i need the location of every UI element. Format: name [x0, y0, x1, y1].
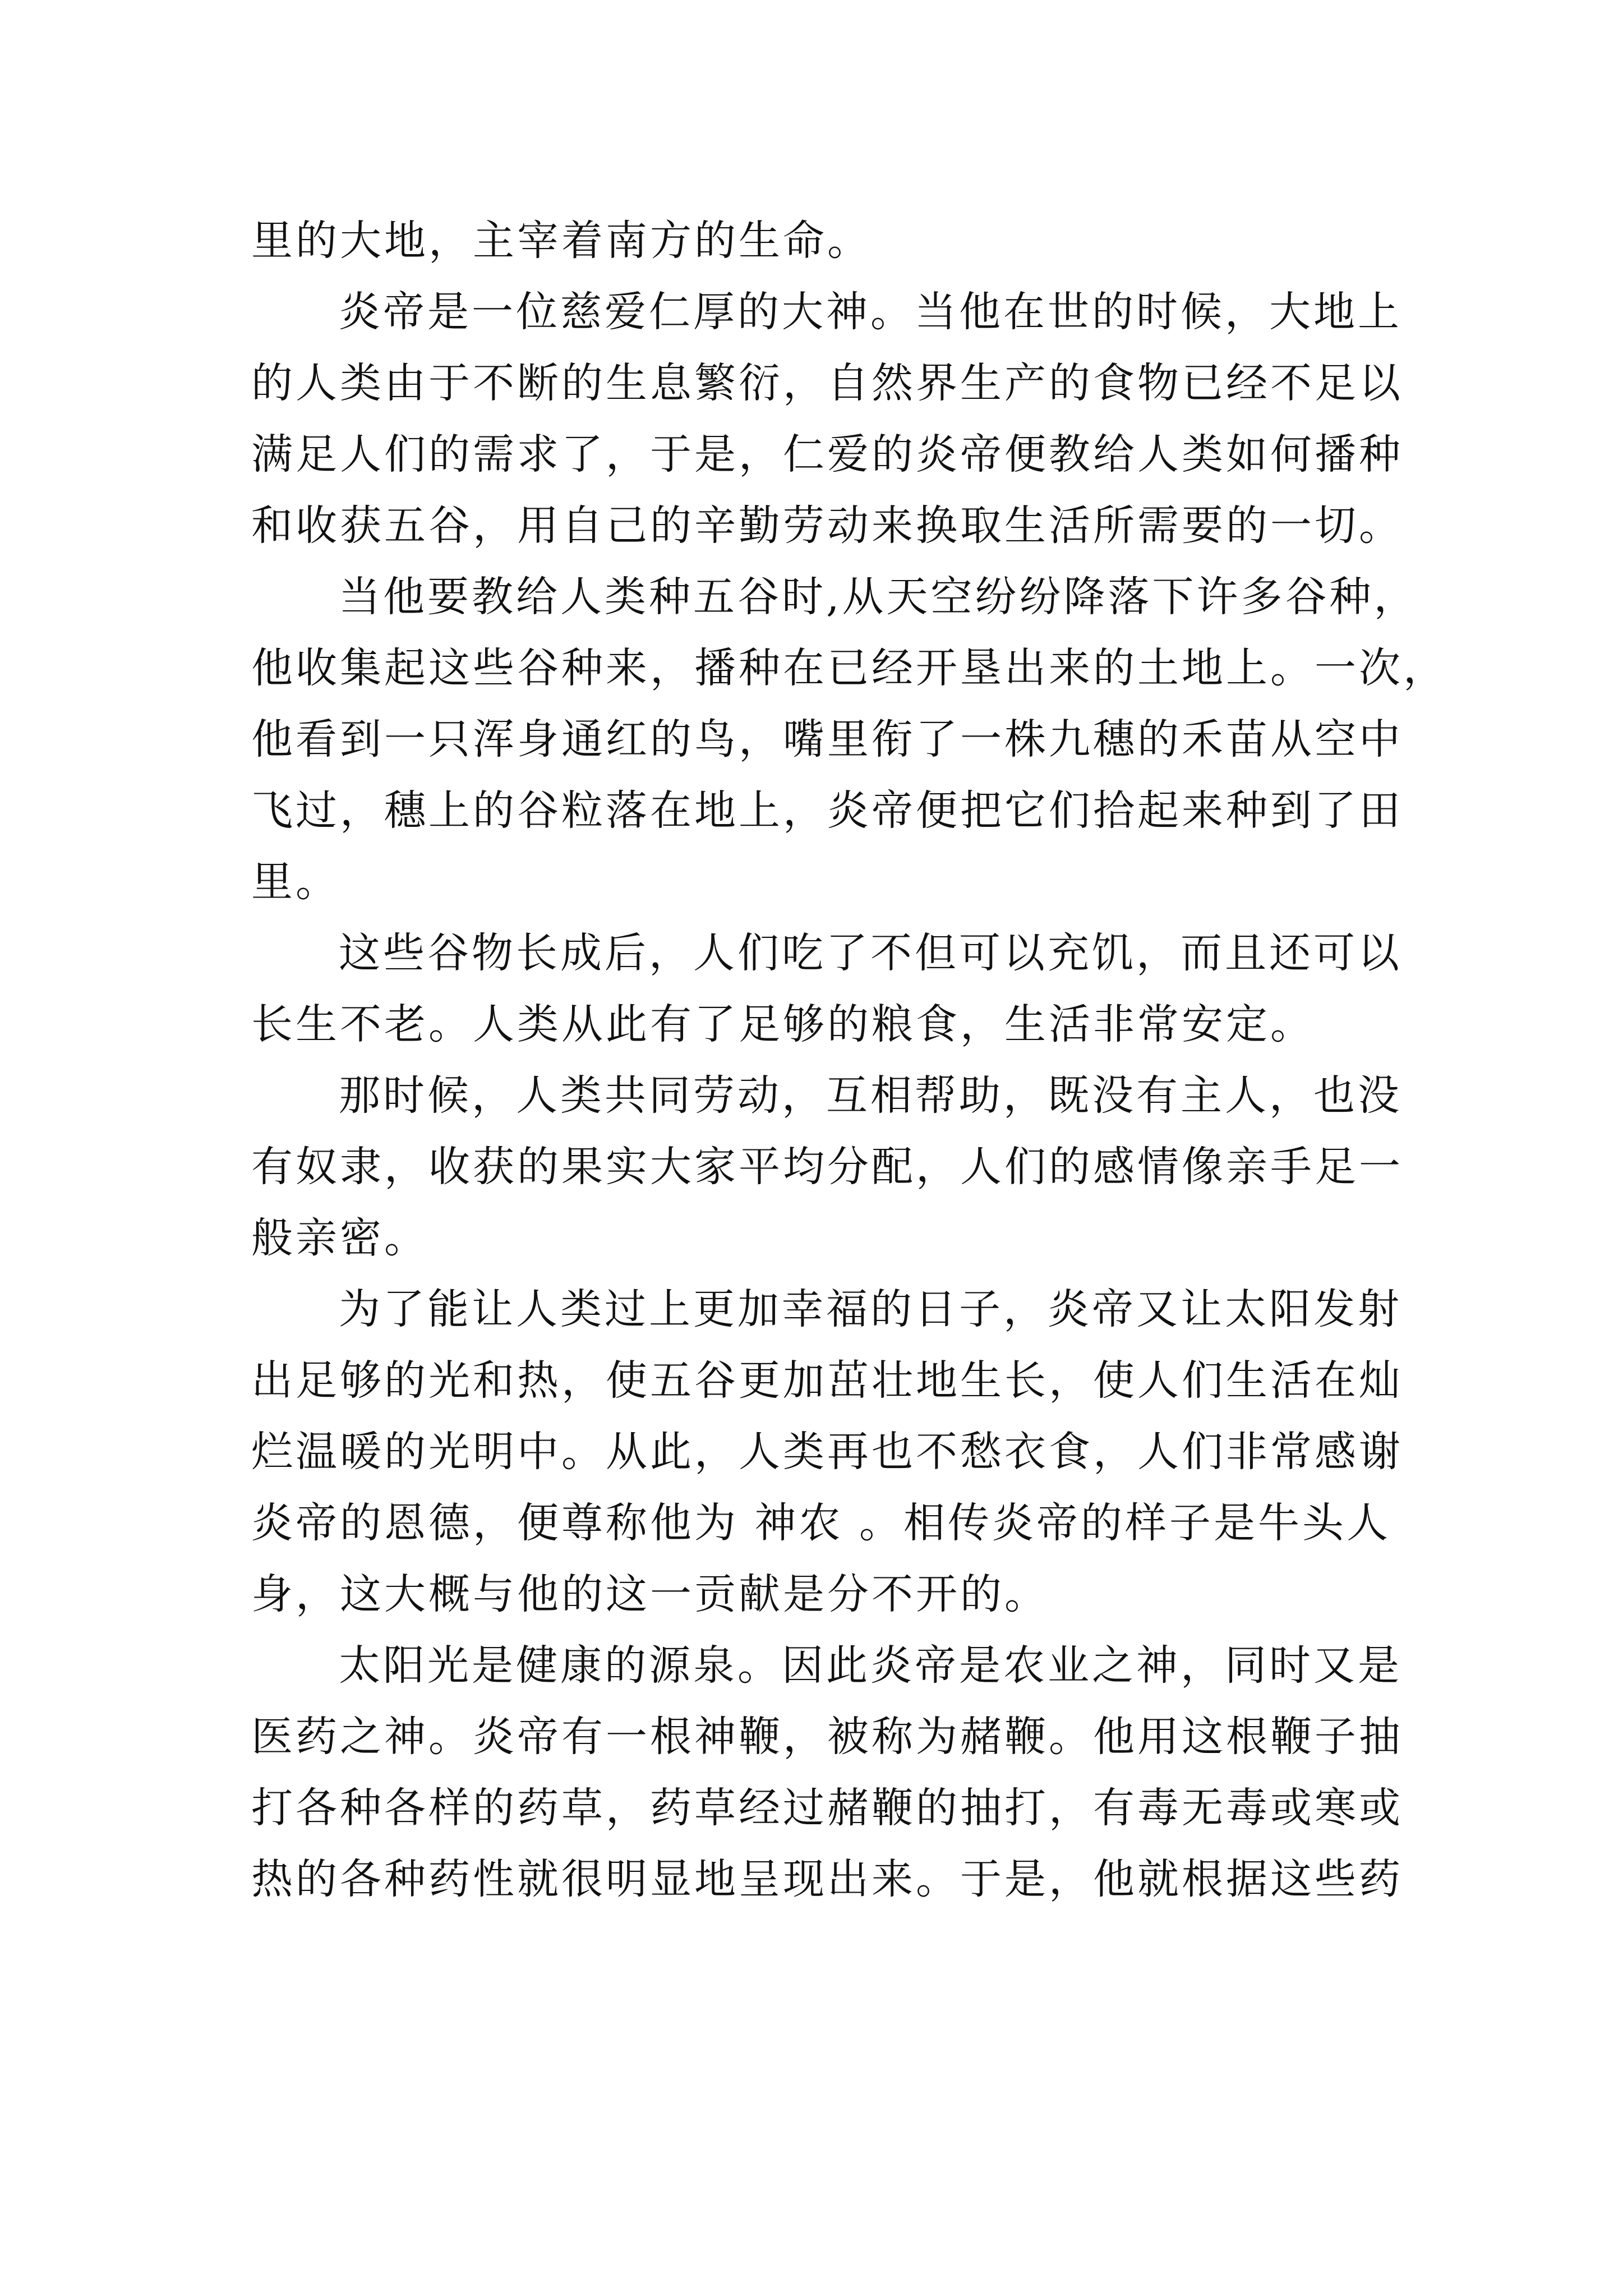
text-line: 般亲密。 — [251, 1214, 428, 1262]
text-line: 满足人们的需求了，于是，仁爱的炎帝便教给人类如何播种 — [251, 430, 1403, 478]
text-line: 有奴隶，收获的果实大家平均分配，人们的感情像亲手足一 — [251, 1143, 1403, 1191]
text-line: 飞过，穗上的谷粒落在地上，炎帝便把它们拾起来种到了田 — [251, 786, 1403, 835]
document-body — [251, 205, 1447, 1915]
text-line: 出足够的光和热，使五谷更加茁壮地生长，使人们生活在灿 — [251, 1356, 1403, 1405]
text-line: 他看到一只浑身通红的鸟，嘴里衔了一株九穗的禾苗从空中 — [251, 715, 1403, 763]
text-line: 太阳光是健康的源泉。因此炎帝是农业之神，同时又是 — [339, 1641, 1402, 1690]
text-line: 当他要教给人类种五谷时,从天空纷纷降落下许多谷种， — [339, 573, 1418, 621]
text-line: 身，这大概与他的这一贡献是分不开的。 — [251, 1570, 1049, 1618]
text-line: 和收获五谷，用自己的辛勤劳动来换取生活所需要的一切。 — [251, 501, 1403, 550]
text-line: 的人类由于不断的生息繁衍，自然界生产的食物已经不足以 — [251, 359, 1403, 407]
text-line: 他收集起这些谷种来，播种在已经开垦出来的土地上。一次， — [251, 644, 1447, 692]
text-line: 烂温暖的光明中。从此，人类再也不愁衣食，人们非常感谢 — [251, 1428, 1403, 1476]
text-line: 炎帝的恩德，便尊称他为 神农 。相传炎帝的样子是牛头人 — [251, 1499, 1391, 1547]
text-line: 里。 — [251, 858, 340, 906]
text-line: 热的各种药性就很明显地呈现出来。于是，他就根据这些药 — [251, 1855, 1403, 1903]
text-line: 里的大地，主宰着南方的生命。 — [251, 217, 872, 265]
text-line: 那时候，人类共同劳动，互相帮助，既没有主人，也没 — [339, 1071, 1402, 1120]
text-line: 打各种各样的药草，药草经过赭鞭的抽打，有毒无毒或寒或 — [251, 1784, 1403, 1832]
text-line: 长生不老。人类从此有了足够的粮食，生活非常安定。 — [251, 1000, 1315, 1048]
text-line: 为了能让人类过上更加幸福的日子，炎帝又让太阳发射 — [339, 1285, 1402, 1333]
text-line: 这些谷物长成后，人们吃了不但可以充饥，而且还可以 — [339, 929, 1402, 977]
text-line: 炎帝是一位慈爱仁厚的大神。当他在世的时候，大地上 — [339, 288, 1402, 336]
text-line: 医药之神。炎帝有一根神鞭，被称为赭鞭。他用这根鞭子抽 — [251, 1713, 1403, 1761]
